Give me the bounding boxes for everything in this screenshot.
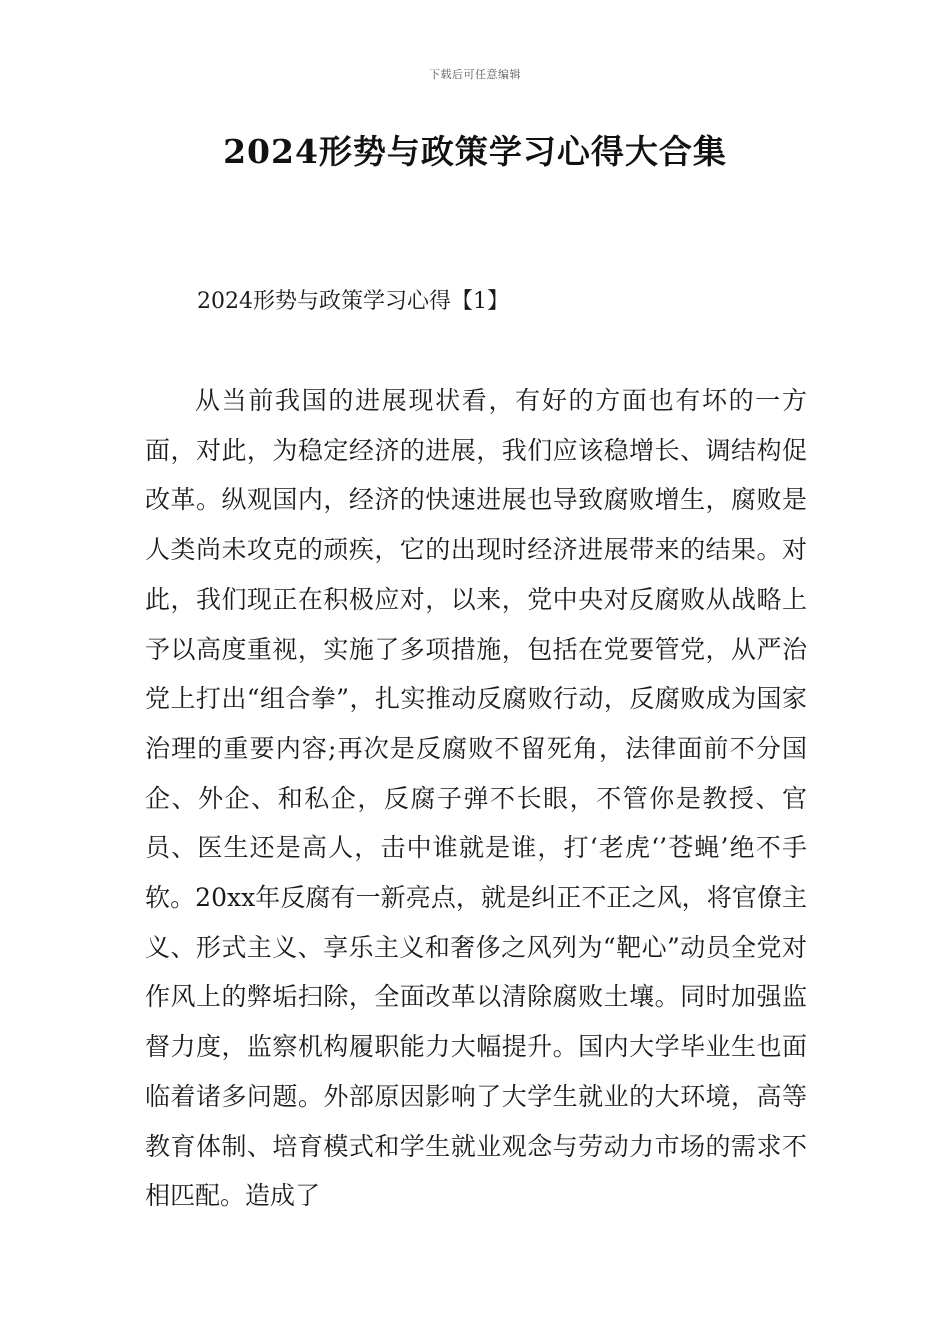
section-heading: 2024形势与政策学习心得【1】: [197, 289, 509, 314]
document-title: 2024形势与政策学习心得大合集: [223, 132, 727, 171]
header-note: 下载后可任意编辑: [429, 68, 521, 81]
body-paragraph: 从当前我国的进展现状看，有好的方面也有坏的一方面，对此，为稳定经济的进展，我们应该稳增长、调结构促改革。纵观国内，经济的快速进展也导致腐败增生，腐败是人类尚未攻克的顽疾，它的出现时经济进展带来的结果。对此，我们现正在积极应对，以来，党中央对反腐败从战略上予以高度重视，实施了多项措施，包括在党要管党，从严治党上打出“组合拳”，扎实推动反腐败行动，反腐败成为国家治理的重要内容;再次是反腐败不留死角，法律面前不分国企、外企、和私企，反腐子弹不长眼，不管你是教授、官员、医生还是高人，击中谁就是谁，打‘老虎‘’苍蝇’绝不手软。20xx年反腐有一新亮点，就是纠正不正之风，将官僚主义、形式主义、享乐主义和奢侈之风列为“靶心”动员全党对作风上的弊垢扫除，全面改革以清除腐败土壤。同时加强监督力度，监察机构履职能力大幅提升。国内大学毕业生也面临着诸多问题。外部原因影响了大学生就业的大环境，高等教育体制、培育模式和学生就业观念与劳动力市场的需求不相匹配。造成了: [145, 386, 807, 1211]
